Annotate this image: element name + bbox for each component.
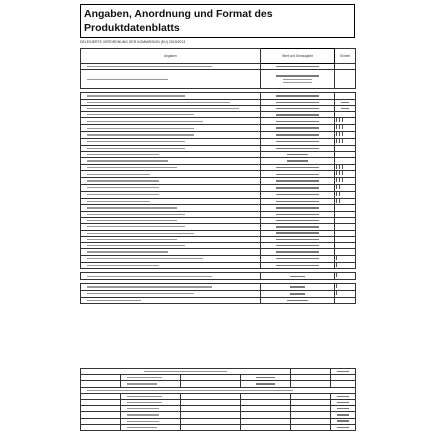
table-cell [335,284,356,291]
table-cell [331,424,356,430]
table-cell [335,198,356,205]
table-row [81,125,356,132]
table-cell [335,191,356,198]
table-row [81,262,356,269]
table-cell [241,424,291,430]
table-cell [335,290,356,297]
header-unit-cell: Einheit [335,49,356,64]
table-cell [81,178,261,185]
table-cell [261,184,335,191]
table-row [81,138,356,145]
table-cell [81,164,261,171]
table-cell [335,178,356,185]
table-cell [335,171,356,178]
table-row [81,198,356,205]
product-data-sheet [80,4,355,436]
table-cell [335,164,356,171]
table-cell [81,424,121,430]
document-title-line1: Angaben, Anordnung und Format des [84,8,273,20]
table-row [81,171,356,178]
table-row [81,255,356,262]
table-cell [81,297,261,303]
table-cell [261,178,335,185]
table-cell [81,191,261,198]
table-cell [81,171,261,178]
table-row [81,290,356,297]
table-cell [81,198,261,205]
table-row [81,70,356,89]
table-cell [121,424,181,430]
table-cell [81,262,261,269]
table-row [81,184,356,191]
table-row [81,284,356,291]
table-row [81,297,356,303]
table-cell [335,184,356,191]
table-header-row [81,49,356,64]
table-cell [335,255,356,262]
table-cell [261,273,335,280]
table-cell [335,118,356,125]
table-cell [81,125,261,132]
table-cell [81,118,261,125]
table-cell [261,297,335,303]
table-cell [81,70,261,89]
table-cell [261,290,335,297]
table-cell [335,297,356,303]
table-cell [335,138,356,145]
title-box [80,4,355,38]
table-cell [335,70,356,89]
table-cell [335,273,356,280]
table-cell [335,125,356,132]
table-cell [261,171,335,178]
table-row [81,118,356,125]
table-cell [261,125,335,132]
table-row [81,273,356,280]
table-cell [81,255,261,262]
table-cell [81,132,261,139]
table-cell [261,132,335,139]
table-cell [261,118,335,125]
table-row [81,178,356,185]
table-row [81,132,356,139]
document-title-line2: Produktdatenblatts [84,22,180,34]
table-cell [81,290,261,297]
table-cell [261,191,335,198]
product-data-table [80,48,356,304]
table-cell [261,164,335,171]
table-cell [81,184,261,191]
header-label-cell: Angaben [81,49,261,64]
table-cell [181,424,241,430]
table-cell [261,262,335,269]
regulation-reference: DELEGIERTE VERORDNUNG DER KOMMISSION (EU) 2019/2013 [80,40,186,44]
table-cell [81,284,261,291]
table-cell [261,198,335,205]
table-cell [335,132,356,139]
table-cell [81,273,261,280]
table-row [81,424,356,430]
lower-table [80,368,356,431]
table-cell [261,138,335,145]
table-cell [335,262,356,269]
table-cell [261,70,335,89]
table-cell [261,255,335,262]
table-cell [291,424,331,430]
table-cell [81,138,261,145]
table-row [81,164,356,171]
header-value-cell: Wert und Genauigkeit [261,49,335,64]
table-cell [261,284,335,291]
table-row [81,191,356,198]
